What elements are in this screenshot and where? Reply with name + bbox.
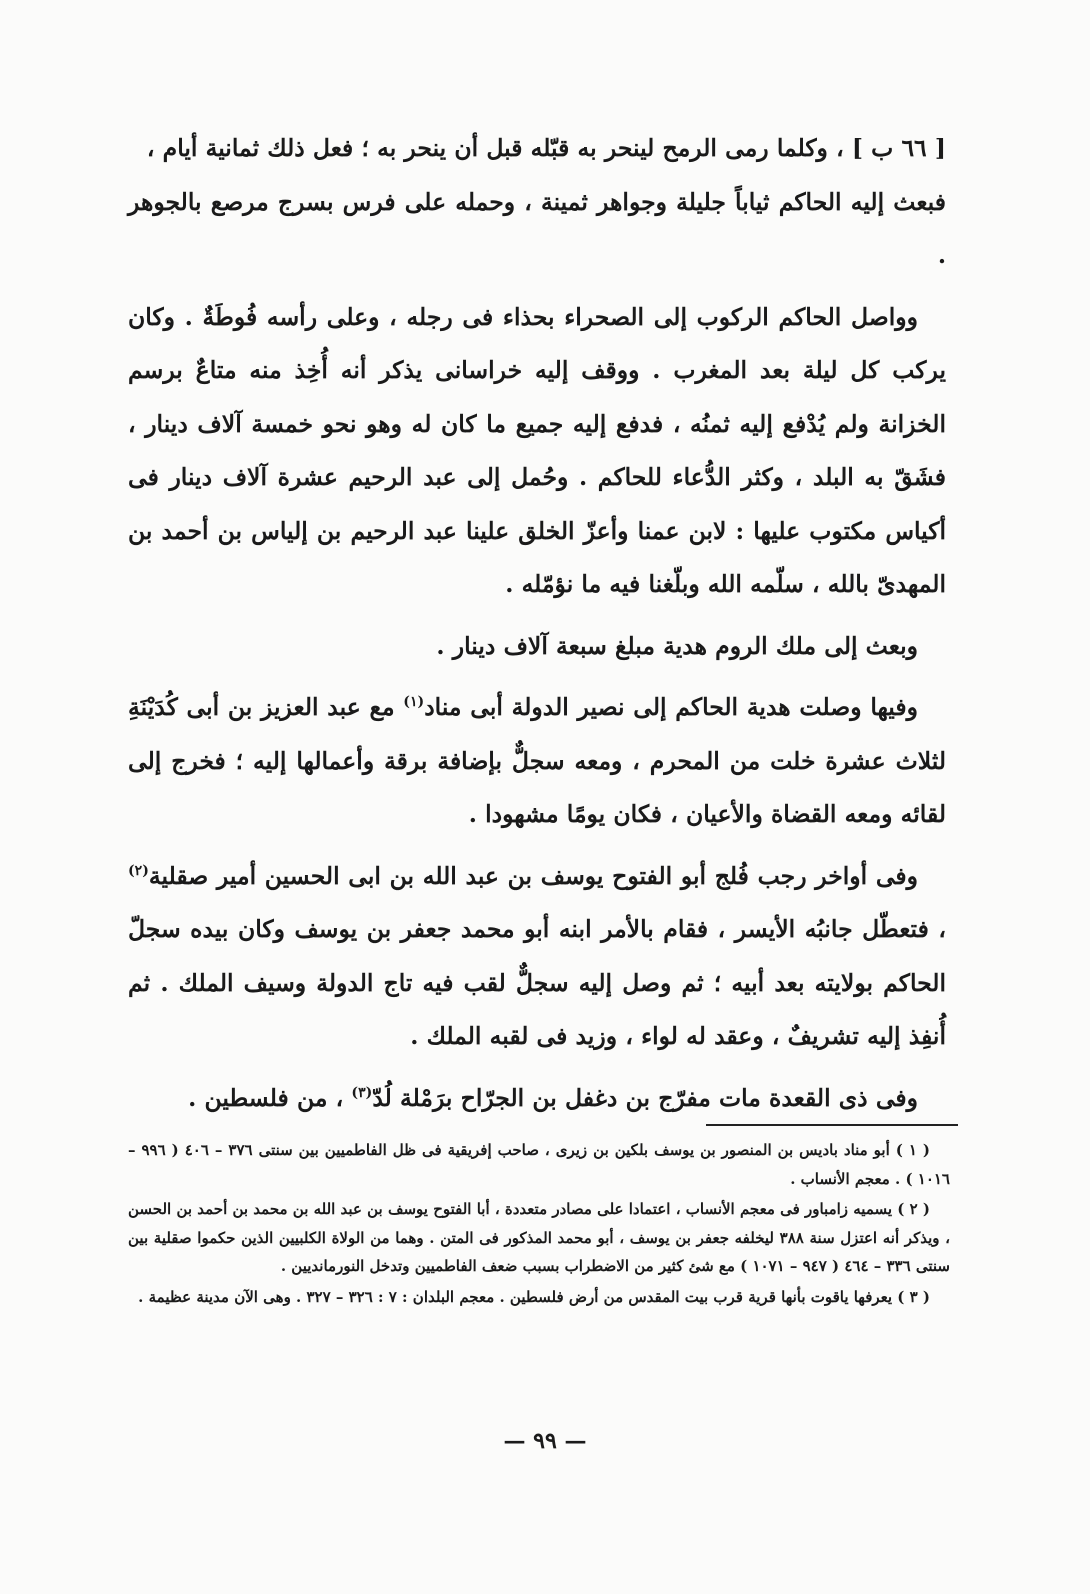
footnote-3: ( ٣ ) يعرفها ياقوت بأنها قرية قرب بيت المقدس من أرض فلسطين . معجم البلدان : ٧ : ٣٢٦ – ٣٢٧ . وهى الآن مدينة عظيمة . <box>138 1287 930 1306</box>
paragraph-4-text-a: وفى أواخر رجب فُلج أبو الفتوح يوسف بن عبد الله بن ابى الحسين أمير صقلية <box>148 861 918 890</box>
footnote-ref-3: (٣) <box>351 1084 373 1101</box>
paragraph-3 <box>128 681 946 842</box>
paragraph-2: وبعث إلى ملك الروم هدية مبلغ سبعة آلاف دينار . <box>436 631 918 660</box>
paragraph-5-text-b: ، من فلسطين . <box>188 1083 352 1112</box>
text-line-1: [ ٦٦ ب ] ، وكلما رمى الرمح لينحر به قبّله قبل أن ينحر به ؛ فعل ذلك ثمانية أيام ، <box>146 134 946 162</box>
footnote-1: ( ١ ) أبو مناد باديس بن المنصور بن يوسف بلكين بن زيرى ، صاحب إفريقية فى ظل الفاطميين بين سنتى ٣٧٦ – ٤٠٦ ( ٩٩٦ – ١٠١٦ ) . معجم الأنساب . <box>128 1141 950 1188</box>
paragraph-3-text-b: مع عبد العزيز بن أبى كُدَيْنَةِ لثلاث عشرة خلت من المحرم ، ومعه سجلٌّ بإضافة برقة وأعمالها إليه ؛ فخرج إلى لقائه ومعه القضاة والأعيان ، فكان يومًا مشهودا . <box>128 693 946 828</box>
footnotes-section <box>128 1136 950 1313</box>
text-line-2: فبعث إليه الحاكم ثياباً جليلة وجواهر ثمينة ، وحمله على فرس بسرج مرصع بالجوهر . <box>128 187 946 269</box>
paragraph-5-text-a: وفى ذى القعدة مات مفرّج بن دغفل بن الجرّاح برَمْلة لُدّ <box>372 1083 918 1112</box>
footnote-2: ( ٢ ) يسميه زامباور فى معجم الأنساب ، اعتمادا على مصادر متعددة ، أبا الفتوح يوسف بن عبد الله بن محمد بن أحمد بن الحسن ، ويذكر أنه اعتزل سنة ٣٨٨ ليخلفه جعفر بن يوسف ، أبو محمد المذكور فى المتن . وهما من الولاة الكلبيين الذين حكموا صقلية بين سنتى ٣٣٦ – ٤٦٤ ( ٩٤٧ – ١٠٧١ ) مع شئ كثير من الاضطراب بسبب ضعف الفاطميين وتدخل النورمانديين . <box>128 1200 950 1275</box>
paragraph-3-text-a: وفيها وصلت هدية الحاكم إلى نصير الدولة أبى مناد <box>424 693 918 721</box>
paragraph-1: وواصل الحاكم الركوب إلى الصحراء بحذاء فى رجله ، وعلى رأسه فُوطَةٌ . وكان يركب كل ليلة بعد المغرب . ووقف إليه خراسانى يذكر أنه أُخِذ منه متاعٌ برسم الخزانة ولم يُدْفع إليه ثمنُه ، فدفع إليه جميع ما كان له وهو نحو خمسة آلاف دينار ، فشَقّ به البلد ، وكثر الدُّعاء للحاكم . وحُمل إلى عبد الرحيم عشرة آلاف دينار فى أكياس مكتوب عليها : لابن عمنا وأعزّ الخلق علينا عبد الرحيم بن إلياس بن أحمد بن المهدىّ بالله ، سلّمه الله وبلّغنا فيه ما نؤمّله . <box>128 302 946 598</box>
page-number: — ٩٩ — <box>503 1428 587 1454</box>
paragraph-4-text-b: ، فتعطّل جانبُه الأيسر ، فقام بالأمر ابنه أبو محمد جعفر بن يوسف وكان بيده سجلّ الحاكم بولايته بعد أبيه ؛ ثم وصل إليه سجلٌّ لقب فيه تاج الدولة وسيف الملك . ثم أُنفِذ إليه تشريفٌ ، وعقد له لواء ، وزيد فى لقبه الملك . <box>128 915 946 1050</box>
footnote-divider <box>706 1124 958 1126</box>
footnote-ref-2: (٢) <box>128 862 149 879</box>
main-text-body <box>128 122 946 1125</box>
footnote-ref-1: (١) <box>403 694 425 711</box>
paragraph-5 <box>128 1072 946 1126</box>
paragraph-4 <box>128 850 946 1064</box>
